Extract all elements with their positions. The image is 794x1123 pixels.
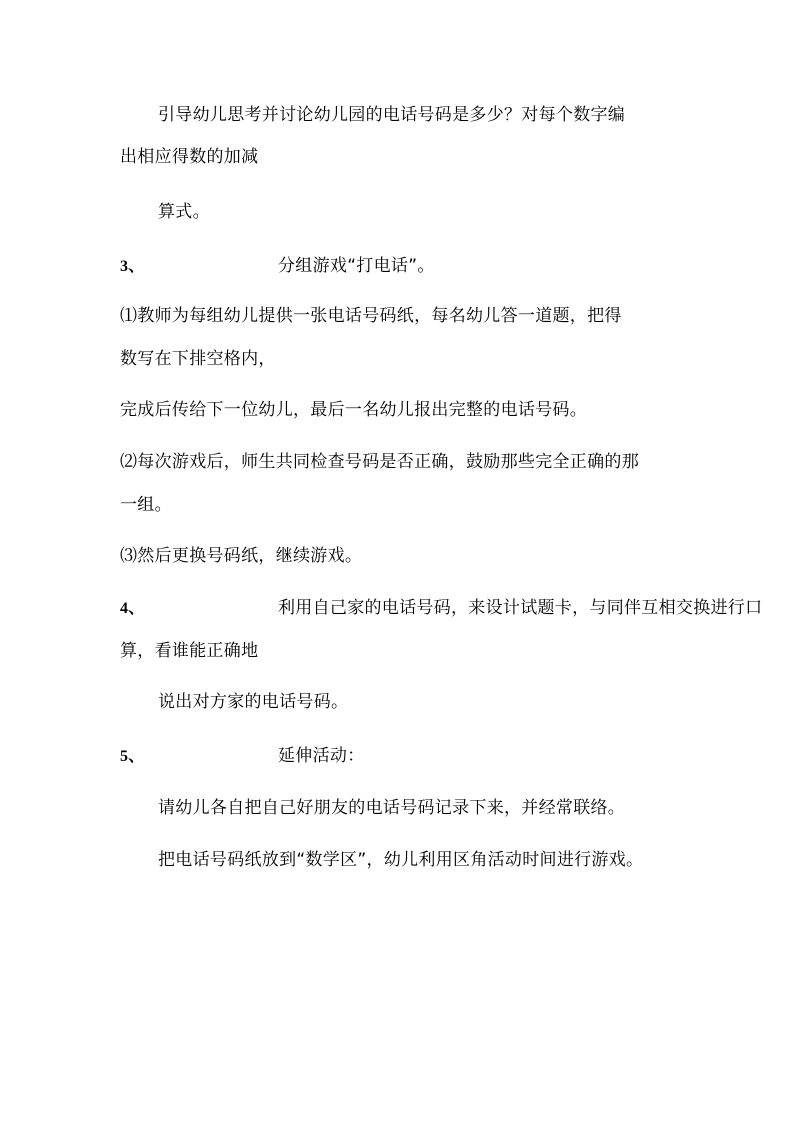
paragraph-line: 引导幼儿思考并讨论幼儿园的电话号码是多少？对每个数字编 (158, 105, 626, 125)
paragraph-line: 说出对方家的电话号码。 (158, 692, 349, 712)
paragraph-line: 算式。 (158, 202, 210, 222)
paragraph-line: 请幼儿各自把自己好朋友的电话号码记录下来，并经常联络。 (158, 798, 626, 818)
list-item-5 (120, 745, 365, 768)
list-item-text: 延伸活动： (278, 746, 365, 766)
list-item-3 (120, 255, 435, 278)
paragraph-line: ⑴教师为每组幼儿提供一张电话号码纸，每名幼儿答一道题，把得 (120, 306, 622, 326)
list-number: 3、 (120, 258, 145, 275)
paragraph-line: 完成后传给下一位幼儿，最后一名幼儿报出完整的电话号码。 (120, 400, 588, 420)
list-number: 5、 (120, 748, 145, 765)
list-item-4 (120, 597, 763, 620)
paragraph-line: 算，看谁能正确地 (120, 641, 259, 661)
paragraph-line: 出相应得数的加减 (120, 147, 259, 167)
paragraph-line: 把电话号码纸放到“数学区”，幼儿利用区角活动时间进行游戏。 (158, 850, 644, 870)
paragraph-line: 一组。 (120, 495, 172, 515)
list-item-text: 分组游戏“打电话”。 (278, 256, 435, 276)
paragraph-line: ⑶然后更换号码纸，继续游戏。 (120, 546, 363, 566)
paragraph-line: 数写在下排空格内， (120, 349, 276, 369)
paragraph-line: ⑵每次游戏后，师生共同检查号码是否正确，鼓励那些完全正确的那 (120, 452, 639, 472)
list-number: 4、 (120, 600, 145, 617)
list-item-text: 利用自己家的电话号码，来设计试题卡，与同伴互相交换进行口 (278, 598, 763, 618)
